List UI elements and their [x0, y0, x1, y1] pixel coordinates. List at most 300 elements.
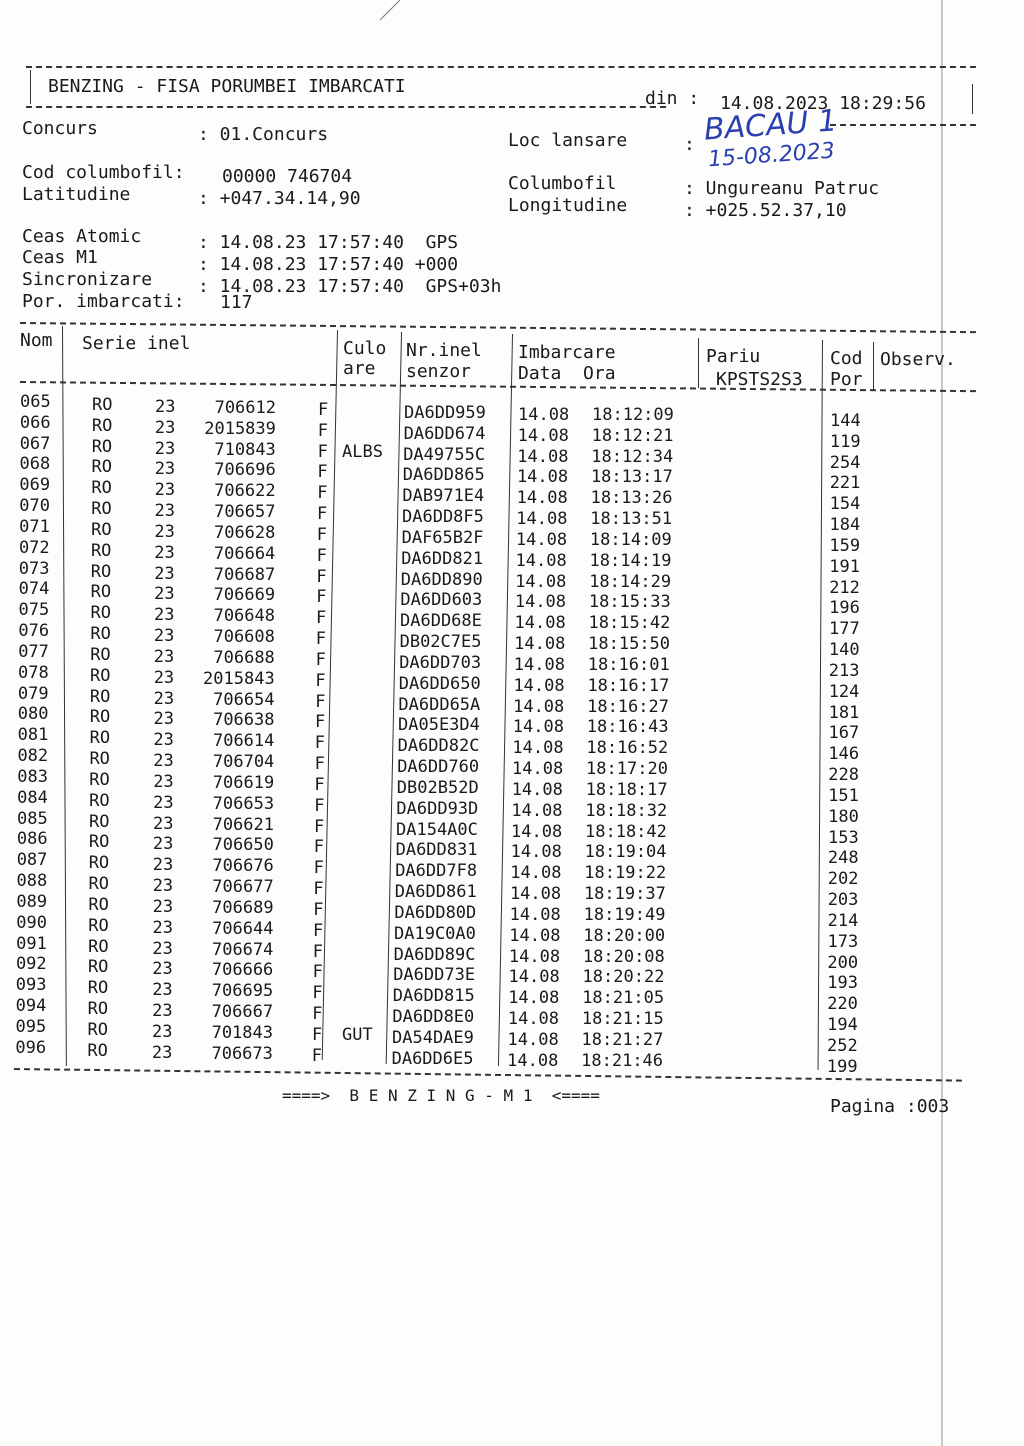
column-header-imbarcare-2: Data Ora	[518, 363, 616, 384]
cell-ora: 18:15:42	[588, 613, 671, 634]
cell-tara: RO	[89, 707, 111, 728]
cell-ora: 18:16:01	[587, 654, 670, 675]
cell-inel: 706676	[212, 856, 274, 877]
cell-tara: RO	[90, 665, 111, 686]
cell-an: 23	[152, 834, 174, 855]
cell-senzor: DA6DD861	[394, 882, 477, 903]
cell-ora: 18:19:49	[583, 904, 666, 925]
cell-sex: F	[313, 879, 324, 900]
cell-tara: RO	[90, 624, 111, 645]
cell-tara: RO	[91, 436, 113, 457]
cell-senzor: DA6DD674	[403, 423, 486, 444]
cell-nom: 069	[19, 475, 51, 496]
cell-inel: 701843	[211, 1022, 273, 1043]
cell-nom: 073	[18, 558, 50, 579]
cell-sex: F	[311, 1045, 323, 1066]
cell-data: 14.08	[513, 696, 565, 717]
cell-data: 14.08	[514, 634, 566, 655]
cell-inel: 706654	[213, 689, 275, 710]
ceas-atomic-value: : 14.08.23 17:57:40 GPS	[198, 232, 459, 253]
cell-inel: 706657	[214, 502, 276, 523]
cell-tara: RO	[89, 749, 110, 770]
cell-ora: 18:21:15	[581, 1009, 664, 1030]
column-header-observatii: Observ.	[880, 349, 956, 370]
cell-inel: 706673	[211, 1043, 273, 1064]
cell-nom: 072	[18, 537, 50, 558]
cell-nom: 074	[18, 579, 50, 600]
cell-senzor: DA6DD7F8	[395, 861, 478, 882]
cell-cod: 173	[827, 931, 859, 952]
cell-senzor: DA6DD815	[392, 986, 475, 1007]
cell-nom: 094	[15, 996, 47, 1017]
cell-ora: 18:13:17	[590, 467, 673, 488]
cell-tara: RO	[90, 603, 111, 624]
cell-inel: 706687	[213, 564, 276, 585]
cell-nom: 066	[19, 412, 51, 433]
cell-tara: RO	[90, 582, 112, 603]
cell-tara: RO	[90, 540, 112, 561]
cell-data: 14.08	[514, 613, 566, 634]
cell-inel: 706667	[211, 1002, 274, 1023]
cell-cod: 212	[829, 577, 860, 598]
cell-data: 14.08	[508, 946, 561, 967]
cell-ora: 18:21:05	[582, 988, 665, 1009]
columbofil-value: : Ungureanu Patruc	[684, 178, 880, 199]
cell-sex: F	[315, 649, 326, 670]
column-header-cod-1: Cod	[830, 348, 863, 369]
cell-nom: 086	[16, 829, 48, 850]
cell-senzor: DA05E3D4	[398, 715, 480, 736]
cell-ora: 18:14:09	[589, 529, 672, 550]
cell-ora: 18:15:50	[588, 634, 671, 655]
cell-cod: 140	[828, 640, 860, 661]
cell-tara: RO	[89, 811, 110, 832]
cell-data: 14.08	[516, 488, 568, 509]
header-right-bar	[972, 84, 973, 114]
cell-sex: F	[312, 941, 324, 962]
table-top-rule	[20, 322, 976, 333]
cell-an: 23	[153, 688, 175, 709]
cell-ora: 18:21:27	[581, 1029, 664, 1050]
cell-senzor: DA6DD65A	[398, 694, 481, 715]
cell-ora: 18:18:32	[585, 800, 668, 821]
cell-an: 23	[153, 792, 174, 813]
cell-nom: 082	[17, 746, 49, 767]
cell-cod: 119	[829, 431, 861, 452]
cell-nom: 071	[19, 516, 50, 537]
cell-tara: RO	[92, 395, 113, 415]
cell-data: 14.08	[515, 550, 567, 571]
cell-cod: 203	[827, 890, 859, 911]
cell-inel: 706650	[212, 835, 274, 856]
cell-cod: 213	[828, 660, 860, 681]
cell-nom: 091	[16, 933, 47, 954]
handwritten-date: 15-08.2023	[707, 138, 836, 173]
cell-tara: RO	[88, 936, 109, 957]
cell-sex: F	[314, 816, 325, 837]
cell-senzor: DA6DD650	[398, 673, 481, 694]
cell-tara: RO	[88, 832, 110, 853]
cell-tara: RO	[88, 853, 110, 874]
cell-senzor: DA6DD959	[404, 403, 486, 423]
cell-data: 14.08	[507, 1009, 560, 1030]
column-header-nr-inel-1: Nr.inel	[406, 340, 482, 361]
cell-an: 23	[152, 1021, 173, 1042]
cell-senzor: DA49755C	[403, 444, 486, 465]
cell-cod: 151	[828, 785, 859, 806]
column-header-nr-inel-2: senzor	[406, 361, 472, 382]
cell-nom: 085	[17, 808, 48, 829]
cell-nom: 067	[19, 433, 51, 454]
cell-an: 23	[153, 626, 175, 647]
cell-nom: 083	[17, 766, 49, 787]
separator-imbarcare	[698, 338, 699, 388]
cell-tara: RO	[91, 457, 113, 478]
cell-tara: RO	[88, 874, 110, 895]
cell-an: 23	[154, 459, 176, 480]
cell-cod: 220	[827, 994, 858, 1015]
cell-tara: RO	[91, 478, 112, 499]
cell-an: 23	[153, 646, 175, 667]
cell-an: 23	[154, 438, 176, 459]
cell-senzor: DA6DD68E	[400, 611, 482, 632]
cell-inel: 706614	[212, 731, 275, 752]
cell-sex: F	[316, 587, 327, 608]
cell-an: 23	[155, 397, 176, 417]
cell-ora: 18:19:37	[583, 884, 666, 905]
porumbei-imbarcati-value: 117	[220, 292, 253, 313]
cell-cod: 196	[829, 598, 860, 619]
cell-tara: RO	[87, 999, 109, 1020]
concurs-value: : 01.Concurs	[198, 124, 329, 145]
cell-sex: F	[316, 566, 327, 587]
cell-senzor: DAF65B2F	[401, 527, 484, 548]
column-header-serie-inel: Serie inel	[82, 333, 191, 354]
cell-an: 23	[153, 751, 174, 772]
cell-tara: RO	[87, 957, 109, 978]
cell-cod: 146	[828, 744, 860, 765]
sincronizare-value: : 14.08.23 17:57:40 GPS+03h	[198, 276, 502, 297]
cell-an: 23	[153, 709, 174, 730]
cell-sex: F	[316, 608, 327, 629]
cell-ora: 18:19:22	[584, 863, 667, 884]
cell-sex: F	[315, 629, 327, 650]
cell-sex: F	[315, 691, 326, 712]
cell-an: 23	[152, 980, 173, 1001]
cell-nom: 078	[18, 662, 49, 683]
cell-sex: F	[316, 545, 327, 566]
cell-an: 23	[152, 876, 174, 897]
cell-data: 14.08	[515, 571, 567, 592]
cell-senzor: DA6DD831	[395, 840, 478, 861]
cell-sex: F	[316, 524, 328, 545]
column-header-cod-2: Por	[830, 369, 863, 390]
cell-data: 14.08	[512, 717, 564, 738]
cell-sex: F	[315, 712, 326, 733]
latitudine-label: Latitudine	[22, 184, 131, 205]
cell-data: 14.08	[509, 925, 561, 946]
cell-cod: 228	[828, 765, 860, 786]
cell-tara: RO	[89, 790, 110, 811]
cell-data: 14.08	[517, 446, 569, 467]
cell-tara: RO	[91, 415, 113, 436]
cell-sex: F	[314, 733, 326, 754]
cell-cod: 153	[828, 827, 859, 848]
cell-cod: 167	[828, 723, 860, 744]
cell-sex: F	[314, 795, 325, 816]
cell-senzor: DA6DD821	[401, 548, 484, 569]
cell-data: 14.08	[510, 842, 562, 863]
columbofil-label: Columbofil	[508, 173, 617, 194]
cell-an: 23	[154, 584, 175, 605]
sincronizare-label: Sincronizare	[22, 269, 153, 290]
cell-sex: F	[312, 962, 323, 983]
cell-inel: 706704	[212, 752, 275, 773]
cell-data: 14.08	[516, 509, 568, 530]
cell-culoare: GUT	[342, 1024, 373, 1045]
cell-an: 23	[152, 959, 173, 980]
cell-inel: 706608	[213, 627, 275, 648]
cell-sex: F	[317, 504, 328, 525]
cell-inel: 706621	[212, 814, 274, 835]
cell-cod: 200	[827, 952, 859, 973]
cell-nom: 075	[18, 600, 50, 621]
cell-an: 23	[152, 896, 174, 917]
cell-ora: 18:12:34	[591, 446, 674, 467]
cell-data: 14.08	[511, 821, 563, 842]
table-bottom-rule	[14, 1068, 962, 1082]
cell-ora: 18:20:00	[583, 925, 666, 946]
cell-an: 23	[153, 813, 174, 834]
page-number: Pagina :003	[830, 1096, 950, 1117]
cell-an: 23	[153, 771, 174, 792]
cell-cod: 199	[826, 1056, 858, 1077]
cell-inel: 710843	[214, 439, 276, 460]
cell-cod: 202	[827, 869, 859, 890]
cell-cod: 154	[829, 494, 861, 515]
cell-tara: RO	[91, 499, 112, 520]
cell-senzor: DA6DD703	[399, 652, 482, 673]
cell-data: 14.08	[508, 967, 560, 988]
cell-inel: 706689	[212, 897, 274, 918]
cell-tara: RO	[88, 915, 109, 936]
cell-cod: 252	[827, 1035, 858, 1056]
cell-inel: 706677	[212, 877, 274, 898]
column-header-imbarcare-1: Imbarcare	[518, 342, 616, 363]
cell-sex: F	[317, 420, 329, 441]
cell-ora: 18:14:29	[589, 571, 672, 592]
cell-culoare: ALBS	[342, 441, 383, 462]
cell-cod: 180	[828, 806, 859, 827]
cell-data: 14.08	[513, 675, 565, 696]
cell-inel: 706619	[212, 772, 275, 793]
cell-ora: 18:19:04	[584, 842, 667, 863]
cell-ora: 18:16:52	[586, 738, 669, 759]
din-value: 14.08.2023 18:29:56	[720, 93, 926, 114]
cell-inel: 706622	[214, 481, 276, 502]
cell-an: 23	[152, 917, 173, 938]
cell-cod: 214	[827, 910, 859, 931]
cell-cod: 221	[829, 473, 861, 494]
cell-senzor: DA6DD8E0	[392, 1007, 475, 1028]
cell-ora: 18:18:17	[585, 779, 668, 800]
cell-nom: 080	[17, 704, 49, 725]
cell-sex: F	[314, 774, 325, 795]
cell-nom: 090	[16, 912, 47, 933]
cell-cod: 181	[828, 702, 860, 723]
handwritten-location: BACAU 1	[702, 103, 839, 148]
cell-tara: RO	[89, 728, 111, 749]
cell-ora: 18:20:08	[582, 946, 665, 967]
cell-sex: F	[312, 983, 323, 1004]
cell-tara: RO	[91, 519, 112, 540]
cell-data: 14.08	[508, 988, 560, 1009]
cell-nom: 089	[16, 891, 48, 912]
cell-an: 23	[154, 521, 175, 542]
cell-inel: 706644	[212, 918, 274, 939]
cell-inel: 706638	[213, 710, 275, 731]
cell-sex: F	[317, 462, 328, 483]
cell-inel: 706648	[213, 606, 275, 627]
header-bottom-rule-right	[830, 124, 976, 126]
cell-ora: 18:12:09	[592, 405, 674, 425]
loc-lansare-value: :	[684, 134, 695, 155]
cell-tara: RO	[89, 686, 111, 707]
ceas-m1-label: Ceas M1	[22, 247, 98, 268]
din-label: din :	[645, 88, 700, 109]
cell-an: 23	[154, 501, 175, 522]
document-title: BENZING - FISA PORUMBEI IMBARCATI	[48, 76, 406, 97]
cell-nom: 070	[19, 496, 50, 517]
cell-tara: RO	[89, 769, 110, 790]
cell-ora: 18:16:17	[587, 675, 670, 696]
cell-data: 14.08	[513, 654, 565, 675]
cell-senzor: DA6DD80D	[394, 902, 477, 923]
cell-ora: 18:13:26	[590, 488, 673, 509]
ceas-m1-value: : 14.08.23 17:57:40 +000	[198, 254, 459, 275]
cell-tara: RO	[87, 1040, 108, 1061]
concurs-label: Concurs	[22, 118, 98, 139]
cell-inel: 706612	[214, 398, 276, 418]
cell-sex: F	[313, 920, 324, 941]
cell-an: 23	[154, 417, 176, 438]
cell-cod: 191	[829, 556, 861, 577]
header-left-bar	[30, 70, 31, 104]
separator-cod	[873, 342, 874, 390]
cell-nom: 077	[18, 641, 49, 662]
cell-ora: 18:20:22	[582, 967, 665, 988]
cell-ora: 18:16:43	[586, 717, 669, 738]
loc-lansare-label: Loc lansare	[508, 130, 628, 151]
cell-data: 14.08	[514, 592, 567, 613]
cell-senzor: DA54DAE9	[392, 1027, 474, 1048]
cell-ora: 18:16:27	[587, 696, 669, 717]
cell-nom: 092	[15, 954, 47, 975]
cell-nom: 079	[17, 683, 49, 704]
cell-an: 23	[154, 563, 175, 584]
cell-sex: F	[318, 400, 329, 420]
cell-nom: 087	[16, 850, 48, 871]
cell-data: 14.08	[509, 904, 561, 925]
porumbei-imbarcati-label: Por. imbarcati:	[22, 291, 185, 312]
cod-columbofil-value: 00000 746704	[222, 166, 353, 187]
cell-senzor: DA6DD603	[400, 590, 483, 611]
longitudine-label: Longitudine	[508, 195, 628, 216]
cell-senzor: DA6DD865	[402, 465, 485, 486]
cell-ora: 18:18:42	[585, 821, 667, 842]
cell-data: 14.08	[510, 863, 562, 884]
cell-data: 14.08	[509, 884, 562, 905]
cell-ora: 18:12:21	[591, 425, 674, 446]
cell-cod: 184	[829, 515, 861, 536]
cell-data: 14.08	[512, 738, 564, 759]
cell-cod: 159	[829, 535, 861, 556]
cell-data: 14.08	[517, 425, 569, 446]
cell-inel: 2015839	[204, 418, 276, 439]
cell-inel: 706666	[211, 960, 274, 981]
cell-inel: 706653	[212, 793, 275, 814]
cell-senzor: DA6DD890	[400, 569, 483, 590]
header-top-rule	[26, 66, 976, 68]
cell-cod: 194	[827, 1015, 858, 1036]
column-header-culoare-2: are	[343, 358, 376, 379]
cell-an: 23	[153, 667, 175, 688]
cell-tara: RO	[90, 561, 112, 582]
cell-ora: 18:21:46	[581, 1050, 664, 1071]
cell-nom: 095	[15, 1016, 47, 1037]
cell-an: 23	[152, 1001, 173, 1022]
cell-sex: F	[317, 441, 328, 462]
cell-an: 23	[151, 1042, 173, 1063]
cell-ora: 18:17:20	[586, 759, 668, 780]
cell-inel: 706696	[214, 460, 276, 481]
cell-sex: F	[312, 1004, 323, 1025]
cell-senzor: DB02C7E5	[399, 632, 482, 653]
cell-inel: 706688	[213, 647, 275, 668]
cell-ora: 18:13:51	[590, 509, 673, 530]
latitudine-value: : +047.34.14,90	[198, 188, 361, 209]
header-bottom-rule-left	[26, 106, 666, 108]
footer-banner: ====> B E N Z I N G - M 1 <====	[282, 1086, 600, 1105]
cell-data: 14.08	[511, 800, 563, 821]
cell-senzor: DA19C0A0	[394, 923, 476, 944]
column-header-pariu-2: KPSTS2S3	[716, 369, 803, 390]
cell-data: 14.08	[507, 1029, 559, 1050]
cell-senzor: DA6DD760	[397, 757, 480, 778]
cell-data: 14.08	[512, 759, 564, 780]
cell-senzor: DA6DD93D	[396, 798, 479, 819]
cell-cod: 254	[829, 452, 861, 473]
cell-cod: 248	[827, 848, 859, 869]
cell-sex: F	[313, 858, 324, 879]
cell-inel: 706695	[211, 981, 274, 1002]
column-header-culoare-1: Culo	[343, 338, 387, 359]
cell-sex: F	[312, 1024, 323, 1045]
cell-an: 23	[154, 605, 175, 626]
cell-senzor: DB02B52D	[396, 777, 479, 798]
cell-an: 23	[154, 480, 176, 501]
cell-nom: 088	[16, 871, 48, 892]
cod-columbofil-label: Cod columbofil:	[22, 162, 185, 183]
cell-senzor: DA154A0C	[396, 819, 478, 840]
cell-senzor: DA6DD8F5	[402, 507, 484, 528]
cell-senzor: DA6DD6E5	[391, 1048, 474, 1069]
pen-mark	[378, 0, 402, 22]
cell-tara: RO	[90, 644, 111, 665]
cell-ora: 18:15:33	[588, 592, 671, 613]
cell-cod: 124	[828, 681, 860, 702]
cell-an: 23	[152, 938, 173, 959]
